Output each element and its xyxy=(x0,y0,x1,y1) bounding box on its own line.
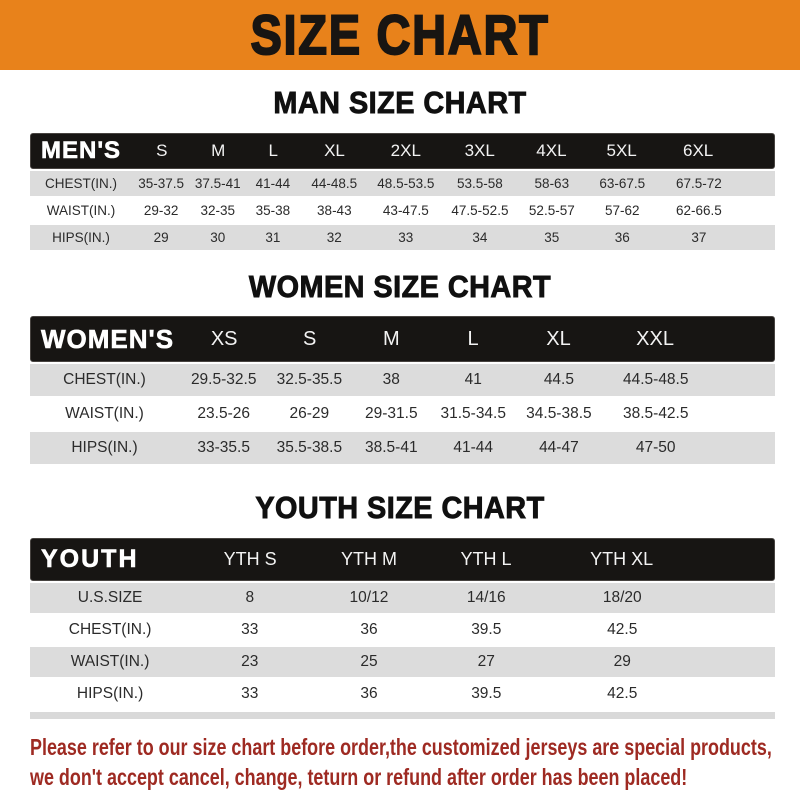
value-cell: 37.5-41 xyxy=(194,175,241,191)
value-cell: 33-35.5 xyxy=(197,439,250,457)
value-cell: 57-62 xyxy=(604,202,640,218)
size-header-cell: S xyxy=(302,327,317,350)
youth-chart-title: YOUTH SIZE CHART xyxy=(255,490,545,526)
value-cell: 36 xyxy=(614,229,630,245)
value-cell: 10/12 xyxy=(349,588,389,606)
women-chart-title: WOMEN SIZE CHART xyxy=(248,268,552,304)
value-cell: 18/20 xyxy=(602,588,642,606)
value-cell: 38-43 xyxy=(317,202,352,218)
value-cell: 47-50 xyxy=(635,439,676,457)
men-chart-title: MAN SIZE CHART xyxy=(273,85,527,120)
size-header-cell: M xyxy=(211,140,226,160)
size-header-cell: 2XL xyxy=(390,140,421,160)
women-size-table xyxy=(30,316,775,464)
table-row xyxy=(30,647,775,677)
table-row xyxy=(30,583,775,613)
table-header-row xyxy=(30,133,775,169)
row-label-cell: WAIST(IN.) xyxy=(46,202,116,218)
size-header-cell: XS xyxy=(210,327,238,350)
size-header-cell: M xyxy=(382,327,400,350)
row-label-cell: HIPS(IN.) xyxy=(52,229,110,245)
value-cell: 34.5-38.5 xyxy=(526,405,592,423)
size-header-cell: 5XL xyxy=(606,140,637,160)
size-header-cell: YTH XL xyxy=(590,548,654,569)
youth-size-table xyxy=(30,538,775,719)
value-cell: 62-66.5 xyxy=(676,202,722,218)
value-cell: 44-48.5 xyxy=(311,175,358,191)
value-cell: 47.5-52.5 xyxy=(451,202,509,218)
table-row xyxy=(30,432,775,464)
value-cell: 32 xyxy=(326,229,342,245)
value-cell: 29.5-32.5 xyxy=(190,371,257,389)
table-row xyxy=(30,679,775,709)
value-cell: 38.5-41 xyxy=(365,439,418,457)
value-cell: 25 xyxy=(360,652,378,670)
value-cell: 23.5-26 xyxy=(197,405,250,423)
table-title-cell: WOMEN'S xyxy=(41,323,175,354)
value-cell: 36 xyxy=(360,620,378,638)
size-header-cell: XXL xyxy=(636,327,674,350)
size-header-cell: XL xyxy=(324,140,345,160)
size-header-cell: XL xyxy=(546,327,571,350)
value-cell: 29 xyxy=(613,652,631,670)
table-row xyxy=(30,615,775,645)
value-cell: 44-47 xyxy=(539,439,579,457)
value-cell: 42.5 xyxy=(607,684,638,702)
value-cell: 33 xyxy=(241,684,259,702)
value-cell: 33 xyxy=(398,229,414,245)
value-cell: 8 xyxy=(245,588,255,606)
value-cell: 35-37.5 xyxy=(138,175,185,191)
row-label-cell: CHEST(IN.) xyxy=(45,175,118,191)
value-cell: 29-31.5 xyxy=(365,405,418,423)
table-header-row xyxy=(30,538,775,581)
table-title-cell: MEN'S xyxy=(41,136,122,164)
value-cell: 39.5 xyxy=(471,684,502,702)
value-cell: 37 xyxy=(691,229,707,245)
value-cell: 41-44 xyxy=(453,439,494,457)
size-header-cell: YTH L xyxy=(460,548,512,569)
row-label-cell: HIPS(IN.) xyxy=(71,439,138,457)
value-cell: 14/16 xyxy=(466,588,506,606)
value-cell: 35-38 xyxy=(255,202,291,218)
table-row xyxy=(30,171,775,196)
table-title-cell: YOUTH xyxy=(41,544,139,573)
value-cell: 53.5-58 xyxy=(457,175,503,191)
table-row xyxy=(30,398,775,430)
value-cell: 34 xyxy=(472,229,488,245)
size-chart-banner xyxy=(0,0,800,70)
value-cell: 35 xyxy=(544,229,560,245)
size-header-cell: YTH M xyxy=(341,548,398,569)
value-cell: 42.5 xyxy=(607,620,638,638)
size-header-cell: L xyxy=(467,327,479,350)
value-cell: 35.5-38.5 xyxy=(276,439,343,457)
table-row xyxy=(30,198,775,223)
row-label-cell: CHEST(IN.) xyxy=(63,371,146,389)
size-header-cell: 3XL xyxy=(464,140,495,160)
value-cell: 43-47.5 xyxy=(382,202,429,218)
row-label-cell: WAIST(IN.) xyxy=(65,405,144,423)
size-header-cell: 6XL xyxy=(683,140,714,160)
row-label-cell: U.S.SIZE xyxy=(77,588,143,606)
size-header-cell: L xyxy=(268,140,278,160)
value-cell: 41 xyxy=(464,371,482,389)
value-cell: 41-44 xyxy=(255,175,291,191)
row-label-cell: HIPS(IN.) xyxy=(76,684,144,702)
row-label-cell: CHEST(IN.) xyxy=(68,620,152,638)
value-cell: 36 xyxy=(360,684,378,702)
value-cell: 30 xyxy=(210,229,226,245)
value-cell: 44.5-48.5 xyxy=(622,371,689,389)
size-header-cell: S xyxy=(156,140,168,160)
banner-title: SIZE CHART xyxy=(250,3,550,66)
footer-note xyxy=(30,732,800,792)
value-cell: 26-29 xyxy=(289,405,330,423)
value-cell: 23 xyxy=(241,652,259,670)
table-row xyxy=(30,225,775,250)
value-cell: 31 xyxy=(265,229,281,245)
value-cell: 33 xyxy=(241,620,259,638)
value-cell: 52.5-57 xyxy=(528,202,575,218)
value-cell: 27 xyxy=(477,652,495,670)
footer-line-2: we don't accept cancel, change, teturn or refund after order has been placed! xyxy=(30,763,688,790)
value-cell: 32.5-35.5 xyxy=(276,371,343,389)
value-cell: 38.5-42.5 xyxy=(622,405,689,423)
table-header-row xyxy=(30,316,775,362)
value-cell: 31.5-34.5 xyxy=(440,405,506,423)
table-row xyxy=(30,364,775,396)
value-cell: 48.5-53.5 xyxy=(377,175,435,191)
value-cell: 38 xyxy=(382,371,400,389)
size-header-cell: YTH S xyxy=(223,548,277,569)
row-label-cell: WAIST(IN.) xyxy=(70,652,150,670)
footer-line-1: Please refer to our size chart before order,the customized jerseys are special products, xyxy=(30,733,772,760)
value-cell: 44.5 xyxy=(543,371,574,389)
value-cell: 39.5 xyxy=(471,620,502,638)
value-cell: 58-63 xyxy=(534,175,570,191)
men-size-table xyxy=(30,133,775,250)
value-cell: 32-35 xyxy=(200,202,235,218)
value-cell: 29-32 xyxy=(143,202,179,218)
value-cell: 29 xyxy=(153,229,169,245)
value-cell: 67.5-72 xyxy=(676,175,722,191)
size-header-cell: 4XL xyxy=(536,140,567,160)
value-cell: 63-67.5 xyxy=(599,175,646,191)
